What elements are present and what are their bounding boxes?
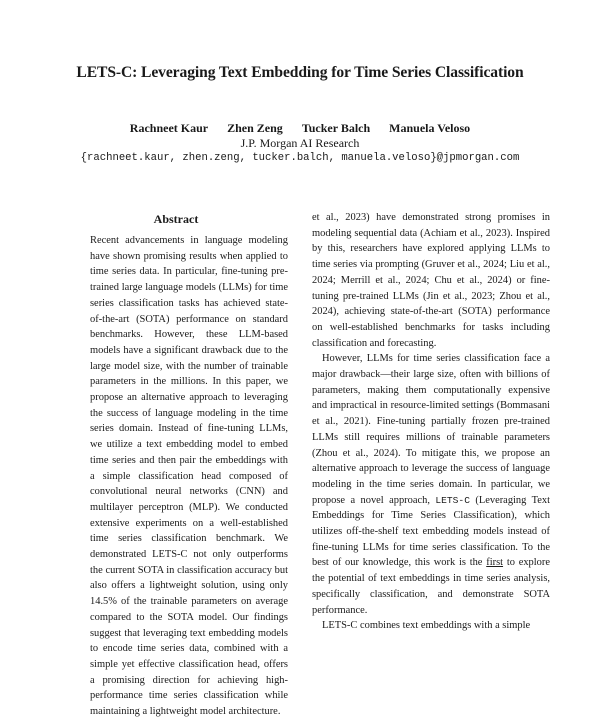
paper-title: LETS-C: Leveraging Text Embedding for Time Series Classification <box>76 64 524 81</box>
intro-text: However, LLMs for time series classification face a major drawback—their large size, often with billions of parameters, making them computationally expensive and impractical in resource-limited settings (Bommasani et al., 2021). Fine-tuning partially frozen pre-trained LLMs still requires millions of trainable parameters (Zhou et al., 2024). To mitigate this, we propose an alternative approach to leverage the success of language modeling in the time series domain. In particular, we propose a novel approach, <box>312 353 550 506</box>
author-emails: {rachneet.kaur, zhen.zeng, tucker.balch, manuela.veloso}@jpmorgan.com <box>80 152 520 164</box>
author-name: Zhen Zeng <box>227 121 283 135</box>
intro-paragraph-1: et al., 2023) have demonstrated strong promises in modeling sequential data (Achiam et al., 2023). Inspired by this, researchers have explored applying LLMs to time series via prompting (Gruver et al., 2024; Liu et al., 2024; Merrill et al., 2024; Chu et al., 2024) or fine-tuning pre-trained LLMs (Jin et al., 2023; Zhou et al., 2024), achieving state-of-the-art (SOTA) performance on well-established benchmarks for tasks including classification and forecasting. <box>312 212 550 349</box>
abstract-body <box>90 233 288 720</box>
method-name: LETS-C <box>435 494 470 506</box>
introduction-column <box>312 210 550 634</box>
emphasis-first: first <box>486 557 504 569</box>
author-name: Rachneet Kaur <box>129 121 209 135</box>
abstract-text: Recent advancements in language modeling have shown promising results when applied to time series data. In particular, fine-tuning pretrained large language models (LLMs) for time series classification tasks has achieved state-of-the-art (SOTA) performance on standard benchmarks. However, these LLM-based models have a significant drawback due to the large model size, with the number of trainable parameters in the millions. In this paper, we propose an alternative approach to leveraging the success of language modeling in the time series domain. Instead of fine-tuning LLMs, we utilize a text embedding model to embed time series and then pair the embeddings with a simple classification head composed of convolutional neural networks (CNN) and multilayer perceptron (MLP). We conducted extensive experiments on a well-established time series classification benchmark. We demonstrated LETS-C not only outperforms the current SOTA in classification accuracy but also offers a lightweight solution, using only 14.5% of the trainable parameters on average compared to the SOTA model. Our findings suggest that leveraging text embedding models to encode time series data, combined with a simple yet effective classification head, offers a promising direction for achieving high-performance time series classification while maintaining a lightweight model architecture. <box>90 235 288 718</box>
intro-text: (Leveraging Text Embeddings for Time Series Classification), which utilizes off-the-shelf text embedding models instead of fine-tuning LLMs for time series classification. To the best of our knowledge, this work is the <box>312 494 550 569</box>
author-name: Tucker Balch <box>301 121 371 135</box>
author-list <box>0 121 600 136</box>
intro-paragraph-3: LETS-C combines text embeddings with a simple <box>322 620 531 632</box>
abstract-heading: Abstract <box>153 212 199 226</box>
intro-paragraph-2 <box>312 351 550 618</box>
intro-text: to explore the potential of text embeddings in time series analysis, specifically classification, and demonstrate SOTA performance. <box>312 557 550 616</box>
affiliation: J.P. Morgan AI Research <box>240 136 360 150</box>
author-name: Manuela Veloso <box>389 121 471 135</box>
